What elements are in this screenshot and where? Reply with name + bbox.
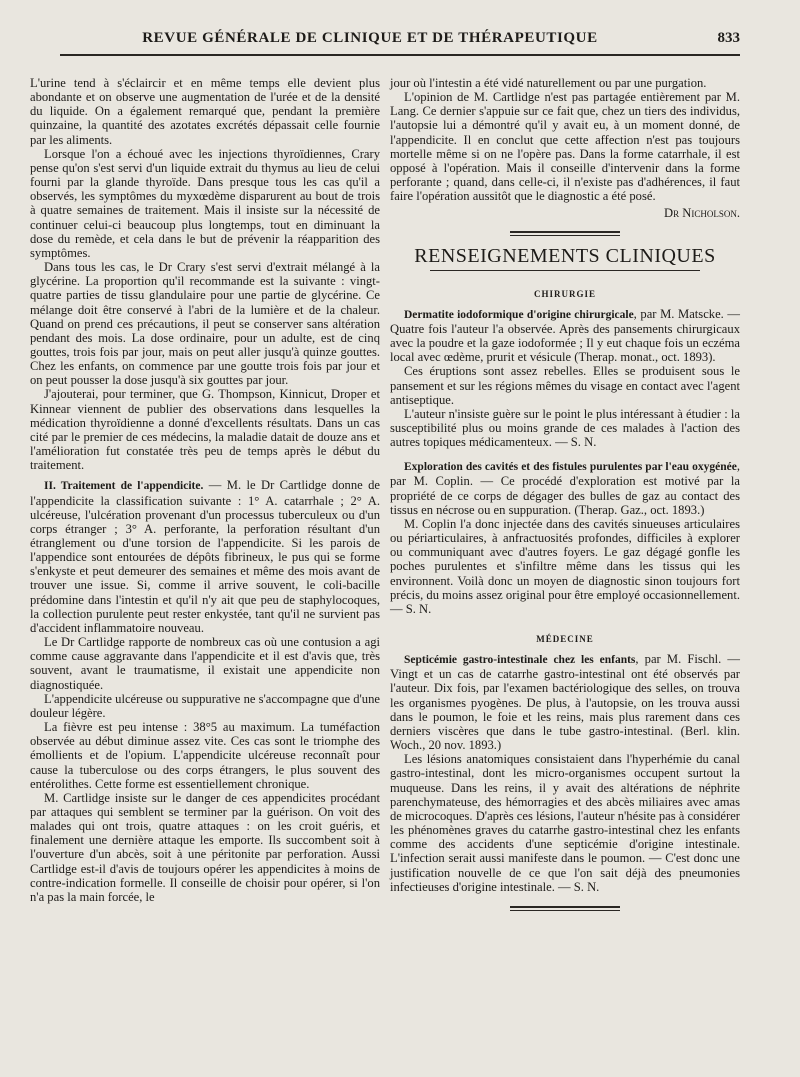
signature: Dr Nicholson. xyxy=(664,206,740,221)
left-column xyxy=(30,76,380,904)
paragraph: L'appendicite ulcéreuse ou suppurative ne s'accompagne que d'une douleur légère. xyxy=(30,691,380,720)
entry-exploration xyxy=(390,459,740,517)
divider-rule xyxy=(510,231,620,233)
entry-text: , par M. Matscke. — Quatre fois l'auteur l'a observée. Après des pansements chirurgicaux avec la poudre et la gaze iodoformée ; Il y eut chaque fois un eczéma local avec œdème, prurit et vésicule (Therap. monat., oct. 1893). xyxy=(390,306,740,365)
subhead-chirurgie: CHIRURGIE xyxy=(533,288,596,299)
article-author: — M. le Dr Cartlidge xyxy=(208,478,327,493)
running-header xyxy=(60,28,740,56)
paragraph: Ces éruptions sont assez rebelles. Elles se produisent sous le pansement et sur les régions mêmes du visage en contact avec l'agent antiseptique. xyxy=(390,364,740,407)
article-appendicite xyxy=(30,478,380,635)
paragraph: J'ajouterai, pour terminer, que G. Thompson, Kinnicut, Droper et Kinnear viennent de publier des observations dans lesquelles la médication thyroïdienne a donné d'excellents résultats. Dans un cas cité par le premier de ces médecins, la maladie datait de douze ans et l'amélioration fut constatée très peu de temps après le début du traitement. xyxy=(30,387,380,473)
end-divider xyxy=(510,906,620,911)
section-divider xyxy=(510,231,620,236)
running-title: REVUE GÉNÉRALE DE CLINIQUE ET DE THÉRAPEUTIQUE xyxy=(142,30,598,46)
article-text: donne de l'appendicite la classification suivante : 1° A. catarrhale ; 2° A. ulcéreuse, l'ulcération provenant d'un processus tuberculeux ou d'un corps étranger ; 3° A. perforante, la perforation résultant d'un étranglement ou d'une torsion de l'appendicite. Si les parois de l'appendice sont entourées de dépôts fibrineux, le pus qui se forme s'enkyste et peut demeurer des semaines et même des mois avant de trouver une issue. Si, comme il arrive souvent, le coli-bacille prédomine dans l'intestin et qu'il n'y ait que peu de staphylocoques, la collection purulente peut rester enkystée, tant qu'il ne survient pas d'accident inflammatoire nouveau. xyxy=(30,478,380,635)
divider-rule xyxy=(510,906,620,908)
paragraph: M. Cartlidge insiste sur le danger de ces appendicites procédant par attaques qui semblent se terminer par la guérison. On voit des malades qui ont trois, quatre attaques : on les croit guéris, et finalement une dernière attaque les emporte. Ils succombent soit à l'ouverture d'un abcès, soit à une péritonite par perforation. Aussi Cartlidge est-il d'avis de toujours opérer les appendicites à moins de contre-indication formelle. Il conseille de choisir pour opérer, si l'on n'a pas la main forcée, le xyxy=(30,790,380,904)
paragraph: M. Coplin l'a donc injectée dans des cavités sinueuses articulaires ou périarticulaires, à anfractuosités profondes, difficiles à explorer ou communiquant avec d'autres foyers. Le gaz dégagé gonfle les poches purulentes et s'infiltre même dans les tissus qui les environnent. Voilà donc un moyen de diagnostic sinon toujours fort précis, du moins assez original pour être employé occasionnellement. — S. N. xyxy=(390,516,740,616)
right-column xyxy=(390,76,740,913)
entry-title: Exploration des cavités et des fistules purulentes par l'eau oxygénée xyxy=(404,461,737,474)
divider-rule xyxy=(510,910,620,911)
paragraph: La fièvre est peu intense : 38°5 au maximum. La tuméfaction observée au début diminue assez vite. Ces cas sont le triomphe des émollients et de l'opium. L'appendicite ulcéreuse reconnaît pour cause la tuberculose ou des corps étrangers, le plus souvent des entérolithes. Cette forme est essentiellement chronique. xyxy=(30,720,380,791)
article-heading: II. Traitement de l'appendicite. xyxy=(44,480,204,493)
title-underline xyxy=(430,270,700,271)
paragraph: Le Dr Cartlidge rapporte de nombreux cas où une contusion a agi comme cause aggravante dans l'appendicite et il est d'avis que, très souvent, avant le traumatisme, il existait une appendicite non diagnostiquée. xyxy=(30,635,380,692)
page-number: 833 xyxy=(717,30,740,46)
paragraph: L'opinion de M. Cartlidge n'est pas partagée entièrement par M. Lang. Ce dernier s'appuie sur ce fait que, chez un tiers des individus, l'autopsie lui a démontré qu'il y avait eu, à un moment donné, de l'appendicite. Il en conclut que cette affection n'est pas toujours mortelle même si on ne l'opère pas. Dans la forme catarrhale, il est opposé à l'opération. Mais il conseille d'intervenir dans la forme perforante ; quand, dans celle-ci, il n'existe pas d'adhérences, il faut faire l'opération aussitôt que le diagnostic a été posé. xyxy=(390,90,740,204)
paragraph: L'urine tend à s'éclaircir et en même temps elle devient plus abondante et on observe une augmentation de l'urée et de la densité du liquide. On a également remarqué que, pendant la première quinzaine, la quantité des azotates excrétés dépassait celle fournie par les aliments. xyxy=(30,76,380,147)
entry-dermatite xyxy=(390,307,740,365)
paragraph: Les lésions anatomiques consistaient dans l'hyperhémie du canal gastro-intestinal, dont les micro-organismes occupent surtout la muqueuse. Dans les reins, il y avait des altérations de néphrite parenchymateuse, des hémorragies et des abcès miliaires avec amas de microcoques. D'après ces lésions, l'auteur n'hésite pas à considérer les phénomènes graves du catarrhe gastro-intestinal chez les enfants comme des accidents d'une septicémie d'origine intestinale. L'infection serait aussi manifeste dans le poumon. — C'est donc une justification nouvelle de ce que l'on sait déjà des pneumonies infectieuses d'origine intestinale. — S. N. xyxy=(390,752,740,894)
divider-rule xyxy=(510,235,620,236)
section-title: RENSEIGNEMENTS CLINIQUES xyxy=(414,244,716,267)
entry-septicemie xyxy=(390,652,740,752)
paragraph: Dans tous les cas, le Dr Crary s'est servi d'extrait mélangé à la glycérine. La proportion qu'il recommande est la suivante : vingt-quatre parties de tissu glandulaire pour une partie de glycérine. Ce mélange doit être conservé à l'abri de la lumière et de la chaleur. Quand on prend ces précautions, il peut se conserver sans altération pendant des mois. La dose ordinaire, pour un adulte, est de cinq gouttes, trois fois par jour, mais on peut aller jusqu'à quinze gouttes. Chez les enfants, on commence par une goutte trois fois par jour et on peut pousser la dose jusqu'à six gouttes par jour. xyxy=(30,260,380,388)
subhead-medecine: MÉDECINE xyxy=(536,634,594,644)
entry-text: , par M. Coplin. — Ce procédé d'exploration est motivé par la propriété de ce corps de dégager des bulles de gaz au contact des tissus en nécrose ou en suppuration. (Therap. Gaz., oct. 1893.) xyxy=(390,459,740,517)
paragraph: Lorsque l'on a échoué avec les injections thyroïdiennes, Crary pense qu'on s'est servi d'un liquide extrait du thymus au lieu de celui fourni par la glande thyroïde. Dans presque tous les cas qu'il a observés, les symptômes du myxœdème disparurent au bout de trois à quatre semaines de traitement. Mais il insiste sur la nécessité de continuer celui-ci beaucoup plus longtemps, tout en diminuant la dose du remède, et cela dans le but de prévenir la réapparition des symptômes. xyxy=(30,146,380,260)
paragraph: jour où l'intestin a été vidé naturellement ou par une purgation. xyxy=(390,76,707,90)
entry-text: , par M. Fischl. — Vingt et un cas de catarrhe gastro-intestinal ont été observés par l'auteur. Dix fois, par l'examen bactériologique des selles, on trouva les organismes pyogènes. De plus, à l'autopsie, on les trouva aussi dans le poumon, le foie et les reins, mais plus rarement dans ces derniers viscères que dans le tube gastro-intestinal. (Berl. klin. Woch., 20 nov. 1893.) xyxy=(390,652,740,753)
paragraph: L'auteur n'insiste guère sur le point le plus intéressant à étudier : la susceptibilité plus ou moins grande de ces malades à l'action des autres topiques médicamenteux. — S. N. xyxy=(390,406,740,450)
entry-title: Septicémie gastro-intestinale chez les enfants xyxy=(404,654,636,667)
entry-title: Dermatite iodoformique d'origine chirurgicale xyxy=(404,308,634,321)
